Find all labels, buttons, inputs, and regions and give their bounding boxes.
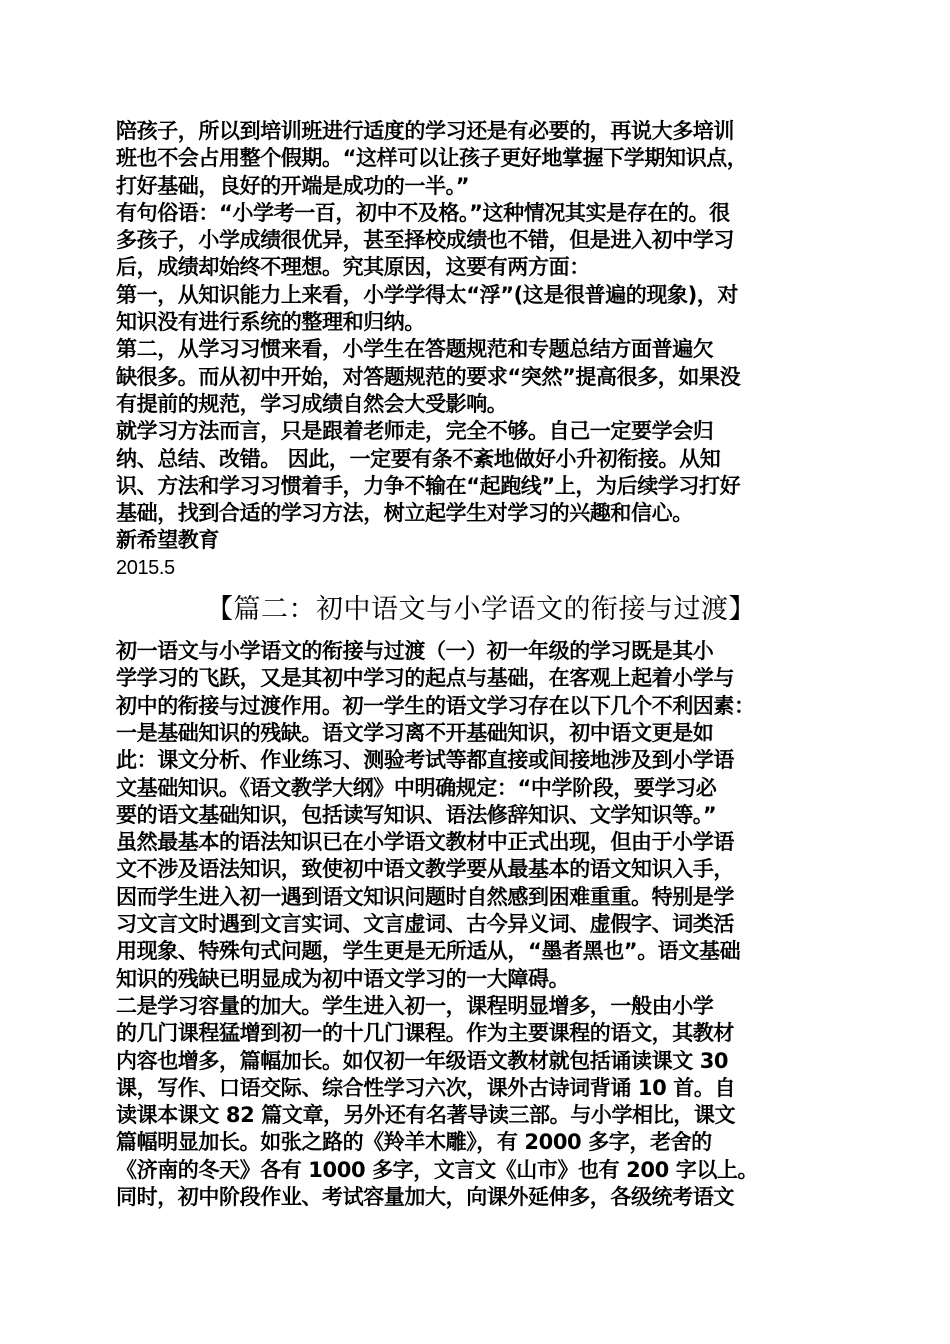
text-line: 打好基础，良好的开端是成功的一半。” (116, 173, 470, 198)
text-line: 知识没有进行系统的整理和归纳。 (116, 310, 425, 335)
text-line: 多孩子，小学成绩很优异，甚至择校成绩也不错，但是进入初中学习 (116, 228, 734, 253)
text-line: 同时，初中阶段作业、考试容量加大，向课外延伸多，各级统考语文 (116, 1184, 734, 1209)
text-line: 学学习的飞跃，又是其初中学习的起点与基础，在客观上起着小学与 (116, 666, 734, 691)
text-line: 课，写作、口语交际、综合性学习六次，课外古诗词背诵 10 首。自 (116, 1075, 736, 1100)
signature-org: 新希望教育 (116, 528, 219, 553)
section-heading: 【篇二：初中语文与小学语文的衔接与过渡】 (206, 594, 756, 626)
text-line: 文不涉及语法知识，致使初中语文教学要从最基本的语文知识入手， (116, 857, 734, 882)
document-page (116, 118, 846, 1211)
text-line: 班也不会占用整个假期。“这样可以让孩子更好地掌握下学期知识点， (116, 146, 748, 171)
text-line: 篇幅明显加长。如张之路的《羚羊木雕》，有 2000 多字，老舍的 (116, 1130, 712, 1155)
section-two (116, 638, 846, 1211)
text-line: 陪孩子，所以到培训班进行适度的学习还是有必要的，再说大多培训 (116, 119, 734, 143)
text-line: 有句俗语：“小学考一百，初中不及格。”这种情况其实是存在的。很 (116, 200, 730, 225)
text-line: 要的语文基础知识，包括读写知识、语法修辞知识、文学知识等。” (116, 802, 717, 827)
text-line: 初中的衔接与过渡作用。初一学生的语文学习存在以下几个不利因素： (116, 693, 755, 718)
text-line: 一是基础知识的残缺。语文学习离不开基础知识，初中语文更是如 (116, 720, 714, 745)
text-line: 纳、总结、改错。 因此，一定要有条不紊地做好小升初衔接。从知 (116, 446, 721, 471)
text-line: 《济南的冬天》各有 1000 多字，文言文《山市》也有 200 字以上。 (116, 1157, 759, 1182)
text-line: 因而学生进入初一遇到语文知识问题时自然感到困难重重。特别是学 (116, 884, 734, 909)
text-line: 内容也增多，篇幅加长。如仅初一年级语文教材就包括诵读课文 30 (116, 1048, 729, 1073)
text-line: 此：课文分析、作业练习、测验考试等都直接或间接地涉及到小学语 (116, 748, 734, 773)
text-line: 二是学习容量的加大。学生进入初一，课程明显增多，一般由小学 (116, 993, 714, 1018)
text-line: 第一，从知识能力上来看，小学学得太“浮”(这是很普遍的现象)，对 (116, 282, 738, 307)
signature-date: 2015.5 (116, 556, 175, 579)
text-line: 初一语文与小学语文的衔接与过渡（一）初一年级的学习既是其小 (116, 639, 714, 664)
text-line: 识、方法和学习习惯着手，力争不输在“起跑线”上，为后续学习打好 (116, 473, 741, 498)
text-line: 第二，从学习习惯来看，小学生在答题规范和专题总结方面普遍欠 (116, 337, 714, 362)
text-line: 基础，找到合适的学习方法，树立起学生对学习的兴趣和信心。 (116, 501, 693, 526)
text-line: 读课本课文 82 篇文章，另外还有名著导读三部。与小学相比，课文 (116, 1103, 736, 1128)
text-line: 后，成绩却始终不理想。究其原因，这要有两方面： (116, 255, 590, 280)
text-line: 的几门课程猛增到初一的十几门课程。作为主要课程的语文，其教材 (116, 1021, 734, 1046)
section-one (116, 118, 846, 582)
text-line: 习文言文时遇到文言实词、文言虚词、古今异义词、虚假字、词类活 (116, 912, 734, 937)
text-line: 文基础知识。《语文教学大纲》中明确规定：“中学阶段，要学习必 (116, 775, 717, 800)
text-line: 缺很多。而从初中开始，对答题规范的要求“突然”提高很多，如果没 (116, 364, 741, 389)
text-line: 用现象、特殊句式问题，学生更是无所适从，“墨者黑也”。语文基础 (116, 939, 741, 964)
text-line: 就学习方法而言，只是跟着老师走，完全不够。自己一定要学会归 (116, 419, 714, 444)
text-line: 知识的残缺已明显成为初中语文学习的一大障碍。 (116, 966, 570, 991)
text-line: 有提前的规范，学习成绩自然会大受影响。 (116, 391, 508, 416)
text-line: 虽然最基本的语法知识已在小学语文教材中正式出现，但由于小学语 (116, 830, 734, 855)
